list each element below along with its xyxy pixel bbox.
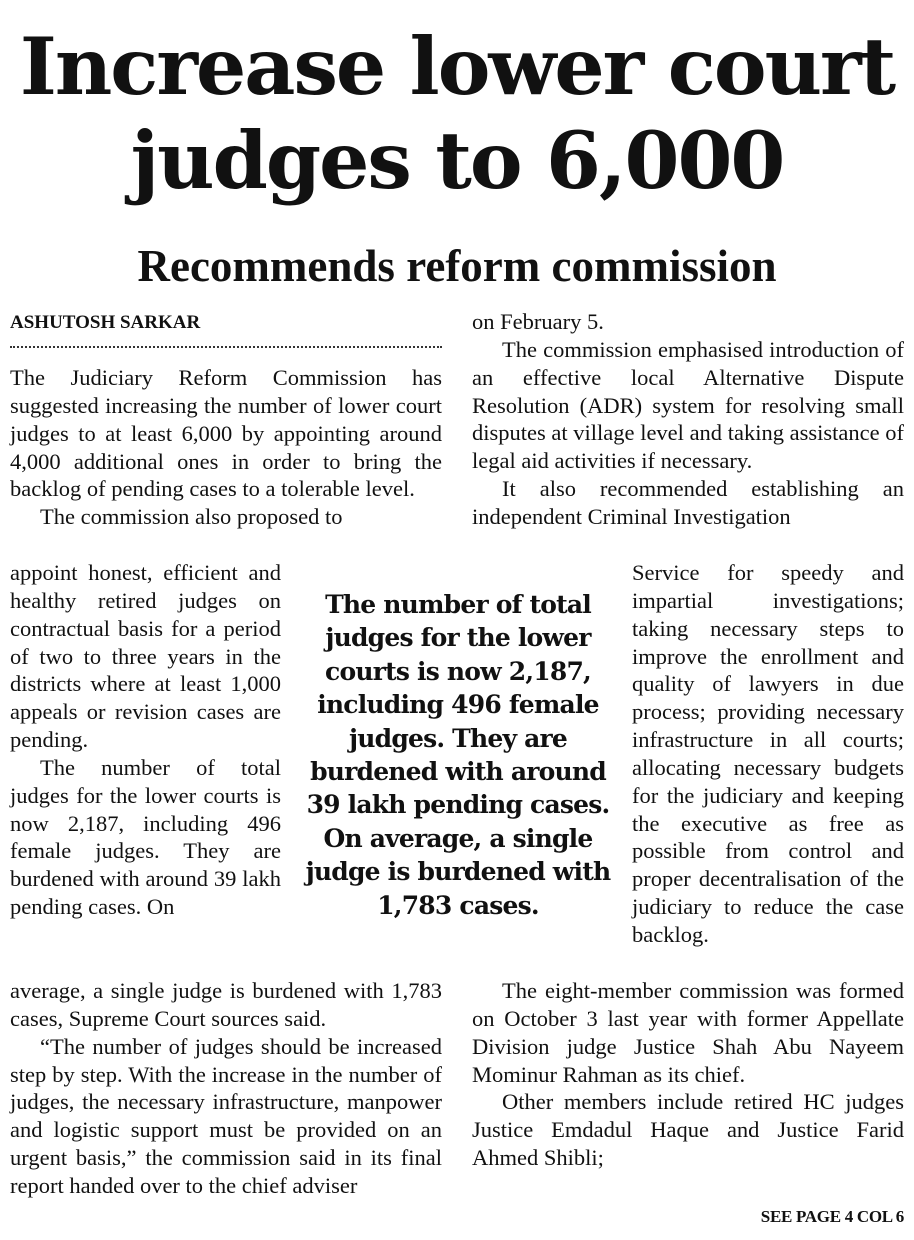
paragraph-9: Other members include retired HC judges Justice Emdadul Haque and Justice Farid Ahmed Shibli; [472, 1089, 904, 1171]
continued-on-page-label: SEE PAGE 4 COL 6 [760, 1207, 904, 1226]
headline-line-1: Increase lower court [19, 20, 895, 113]
column-1-narrow [10, 559, 281, 921]
paragraph-2-continued: appoint honest, efficient and healthy retired judges on contractual basis for a period of two to three years in the districts where at least 1,000 appeals or revision cases are pending. [10, 560, 281, 753]
paragraph-7-continued: Service for speedy and impartial investigations; taking necessary steps to improve the enrollment and quality of lawyers in due process; providing necessary infrastructure in all courts; allocating necessary budgets for the judiciary and keeping the executive as free as possible from control and proper decentralisation of the judiciary to reduce the case backlog. [632, 560, 904, 947]
column-2-top [472, 308, 904, 531]
column-1-top [10, 364, 442, 531]
pull-quote: The number of total judges for the lower courts is now 2,187, including 496 female judges. They are burdened with around 39 lakh pending cases. On average, a single judge is burdened with 1,783 cases. [305, 590, 611, 920]
column-1-bottom [10, 977, 442, 1200]
byline: ASHUTOSH SARKAR [10, 312, 201, 333]
headline [0, 20, 914, 208]
paragraph-7-first-lines: It also recommended establishing an independent Criminal Investigation [472, 476, 904, 529]
paragraph-1: The Judiciary Reform Commission has suggested increasing the number of lower court judges to at least 6,000 by appointing around 4,000 additional ones in order to bring the backlog of pending cases to a tolerable level. [10, 365, 442, 502]
headline-line-2: judges to 6,000 [130, 114, 784, 207]
paragraph-5-continued: on February 5. [472, 309, 604, 334]
paragraph-2-first-line: The commission also proposed to [40, 504, 343, 530]
column-2-narrow [632, 559, 904, 949]
paragraph-3: The number of total judges for the lower courts is now 2,187, including 496 female judges. They are burdened with around 39 lakh pending cases. On [10, 754, 281, 920]
column-2-bottom [472, 977, 904, 1172]
paragraph-4: “The number of judges should be increased step by step. With the increase in the number of judges, the necessary infrastructure, manpower and logistic support must be provided on an urgent basis,” the commission said in its final report handed over to the chief adviser [10, 1033, 442, 1198]
byline-divider [10, 346, 442, 348]
paragraph-3-continued: average, a single judge is burdened with 1,783 cases, Supreme Court sources said. [10, 978, 442, 1031]
subheadline: Recommends reform commission [137, 241, 777, 291]
paragraph-8: The eight-member commission was formed on October 3 last year with former Appellate Division judge Justice Shah Abu Nayeem Mominur Rahman as its chief. [472, 978, 904, 1087]
paragraph-6: The commission emphasised introduction of an effective local Alternative Dispute Resolution (ADR) system for resolving small disputes at village level and taking assistance of legal aid activities if necessary. [472, 336, 904, 474]
